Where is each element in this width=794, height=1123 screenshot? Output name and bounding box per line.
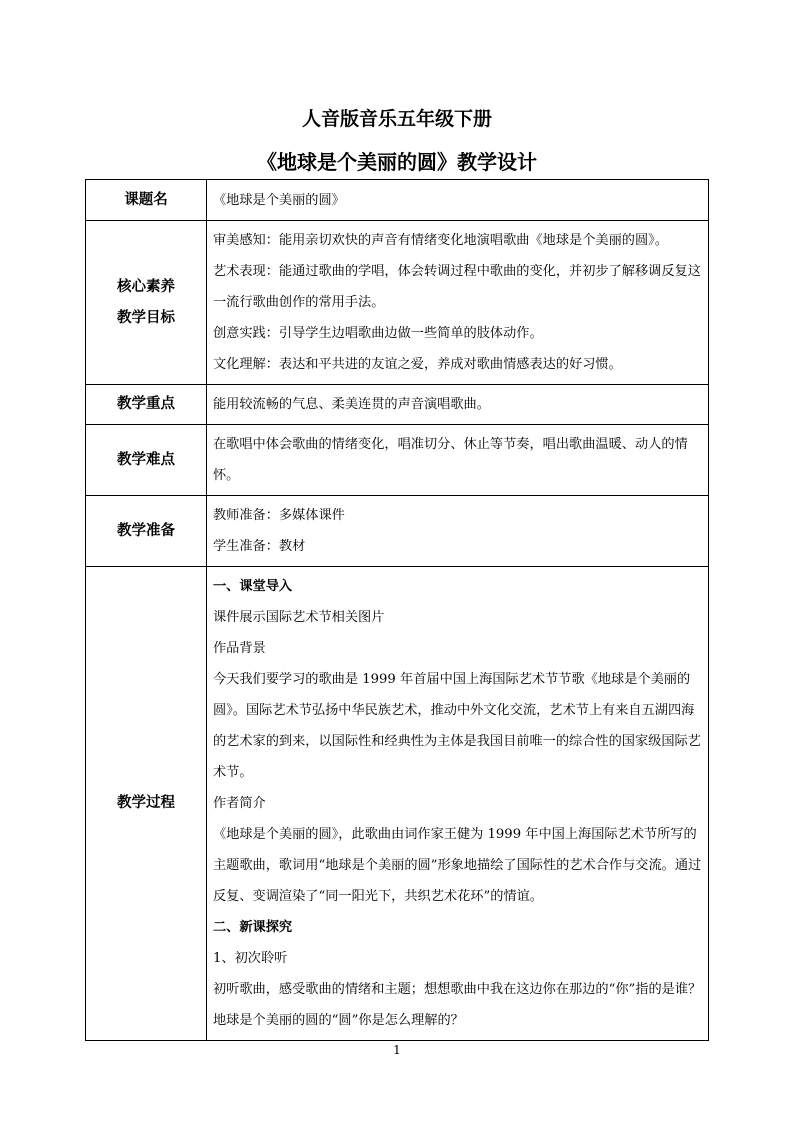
preparation-label: 教学准备 [86,496,207,567]
goal-artistic: 艺术表现：能通过歌曲的学唱，体会转调过程中歌曲的变化，并初步了解移调反复这一流行歌曲创作的常用手法。 [213,264,701,310]
table-row [86,180,709,221]
goals-label-line: 教学目标 [117,309,175,326]
paragraph: 1、初次聆听 [213,951,288,966]
paragraph: 课件展示国际艺术节相关图片 [213,610,385,625]
difficulty-label: 教学难点 [86,425,207,496]
paragraph: 作品背景 [213,641,266,656]
goals-label [86,221,207,385]
goals-label-line: 核心素养 [117,278,175,295]
page-number: 1 [393,1043,401,1057]
goal-cultural: 文化理解：表达和平共进的友谊之爱，养成对歌曲情感表达的好习惯。 [213,357,622,372]
document-title: 人音版音乐五年级下册 [301,108,492,130]
table-row [86,221,709,385]
difficulty-value: 在歌唱中体会歌曲的情绪变化，唱准切分、休止等节奏，唱出歌曲温暖、动人的情怀。 [207,425,709,496]
teacher-preparation: 教师准备：多媒体课件 [213,508,345,523]
lesson-plan-table [85,179,709,1041]
table-row [86,496,709,567]
process-label: 教学过程 [86,567,207,1041]
section-heading: 一、课堂导入 [213,579,293,594]
table-row [86,567,709,1041]
goals-content [207,221,709,385]
student-preparation: 学生准备：教材 [213,539,306,554]
topic-label: 课题名 [86,180,207,221]
goal-aesthetic: 审美感知：能用亲切欢快的声音有情绪变化地演唱歌曲《地球是个美丽的圆》。 [213,233,668,248]
table-row [86,425,709,496]
paragraph: 今天我们要学习的歌曲是 1999 年首届中国上海国际艺术节节歌《地球是个美丽的圆》。国际艺术节弘扬中华民族艺术，推动中外文化交流，艺术节上有来自五湖四海的艺术家的到来，以国际性和经典性为主体是我国目前唯一的综合性的国家级国际艺术节。 [213,672,701,780]
section-heading: 二、新课探究 [213,920,293,935]
document-subtitle: 《地球是个美丽的圆》教学设计 [257,150,537,174]
key-point-label: 教学重点 [86,385,207,425]
key-point-value: 能用较流畅的气息、柔美连贯的声音演唱歌曲。 [207,385,709,425]
paragraph: 《地球是个美丽的圆》，此歌曲由词作家王健为 1999 年中国上海国际艺术节所写的主题歌曲，歌词用“地球是个美丽的圆”形象地描绘了国际性的艺术合作与交流。通过反复、变调渲染了“同一阳光下，共织艺术花环”的情谊。 [213,827,702,904]
paragraph: 作者简介 [213,796,266,811]
topic-value: 《地球是个美丽的圆》 [207,180,709,221]
preparation-content [207,496,709,567]
table-row [86,385,709,425]
paragraph: 初听歌曲，感受歌曲的情绪和主题；想想歌曲中我在这边你在那边的“你”指的是谁？地球是个美丽的圆的“圆”你是怎么理解的？ [213,982,702,1028]
goal-creative: 创意实践：引导学生边唱歌曲边做一些简单的肢体动作。 [213,326,543,341]
process-content [207,567,709,1041]
